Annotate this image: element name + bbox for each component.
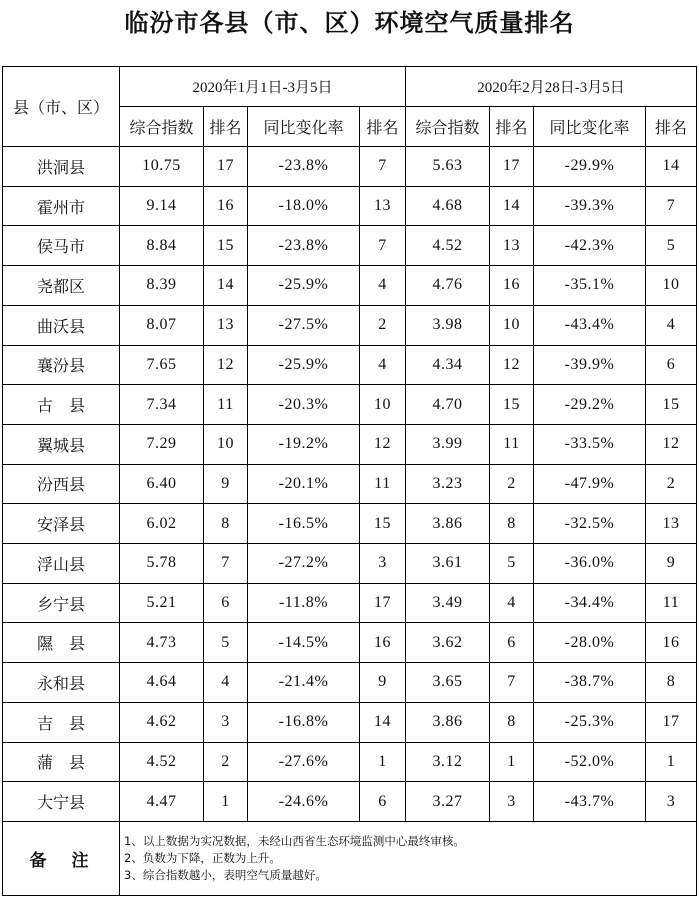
change-rank-cell-period1: 17 [360, 583, 406, 623]
rank-cell-period1: 4 [204, 663, 248, 703]
county-name-cell: 吉 县 [3, 702, 120, 742]
rank-cell-period1: 6 [204, 583, 248, 623]
county-name-cell: 浮山县 [3, 544, 120, 584]
change-rank-cell-period1: 2 [360, 305, 406, 345]
change-rank-cell-period2: 5 [646, 226, 697, 266]
index-cell-period2: 3.61 [406, 544, 490, 584]
rank-cell-period1: 3 [204, 702, 248, 742]
change-cell-period2: -52.0% [534, 742, 646, 782]
index-cell-period2: 4.52 [406, 226, 490, 266]
rank-cell-period2: 4 [490, 583, 534, 623]
county-name-cell: 襄汾县 [3, 345, 120, 385]
change-cell-period1: -21.4% [248, 663, 360, 703]
rank-cell-period2: 7 [490, 663, 534, 703]
table-row [3, 663, 697, 703]
change-cell-period2: -28.0% [534, 623, 646, 663]
rank-cell-period2: 2 [490, 464, 534, 504]
change-cell-period1: -11.8% [248, 583, 360, 623]
change-rank-cell-period2: 14 [646, 147, 697, 187]
index-cell-period2: 3.86 [406, 504, 490, 544]
change-cell-period2: -29.2% [534, 385, 646, 425]
rank-cell-period1: 10 [204, 424, 248, 464]
rank-cell-period2: 13 [490, 226, 534, 266]
index-cell-period2: 3.99 [406, 424, 490, 464]
change-rank-cell-period1: 12 [360, 424, 406, 464]
index-cell-period2: 5.63 [406, 147, 490, 187]
rank-cell-period2: 17 [490, 147, 534, 187]
change-rank-cell-period2: 9 [646, 544, 697, 584]
change-rank-cell-period2: 6 [646, 345, 697, 385]
index-cell-period2: 4.34 [406, 345, 490, 385]
change-cell-period2: -47.9% [534, 464, 646, 504]
index-cell-period1: 7.65 [120, 345, 204, 385]
index-cell-period2: 3.49 [406, 583, 490, 623]
county-name-cell: 尧都区 [3, 266, 120, 306]
rank-cell-period1: 1 [204, 782, 248, 822]
index-cell-period1: 4.52 [120, 742, 204, 782]
rank-cell-period2: 8 [490, 702, 534, 742]
table-row [3, 702, 697, 742]
period-header-2: 2020年2月28日-3月5日 [406, 67, 697, 107]
col-header-change-2: 同比变化率 [534, 107, 646, 147]
col-header-change-rank-2: 排名 [646, 107, 697, 147]
rank-cell-period1: 12 [204, 345, 248, 385]
change-cell-period2: -43.7% [534, 782, 646, 822]
county-name-cell: 安泽县 [3, 504, 120, 544]
change-rank-cell-period1: 1 [360, 742, 406, 782]
notes-label: 备 注 [3, 822, 120, 896]
index-cell-period2: 3.23 [406, 464, 490, 504]
index-cell-period2: 3.12 [406, 742, 490, 782]
note-line: 2、负数为下降，正数为上升。 [124, 851, 281, 865]
index-cell-period1: 5.78 [120, 544, 204, 584]
change-rank-cell-period2: 2 [646, 464, 697, 504]
table-row [3, 424, 697, 464]
page-title: 临汾市各县（市、区）环境空气质量排名 [124, 9, 575, 37]
table-row [3, 583, 697, 623]
change-rank-cell-period1: 7 [360, 147, 406, 187]
col-header-rank-1: 排名 [204, 107, 248, 147]
table-row [3, 345, 697, 385]
index-cell-period1: 8.07 [120, 305, 204, 345]
rank-cell-period2: 16 [490, 266, 534, 306]
change-rank-cell-period2: 17 [646, 702, 697, 742]
index-cell-period1: 6.02 [120, 504, 204, 544]
rank-cell-period1: 11 [204, 385, 248, 425]
index-cell-period1: 9.14 [120, 186, 204, 226]
change-rank-cell-period1: 4 [360, 345, 406, 385]
table-row [3, 464, 697, 504]
change-cell-period2: -42.3% [534, 226, 646, 266]
change-cell-period2: -25.3% [534, 702, 646, 742]
rank-cell-period2: 10 [490, 305, 534, 345]
index-cell-period1: 7.29 [120, 424, 204, 464]
table-row [3, 147, 697, 187]
change-cell-period2: -33.5% [534, 424, 646, 464]
index-cell-period1: 4.73 [120, 623, 204, 663]
change-cell-period2: -38.7% [534, 663, 646, 703]
rank-cell-period1: 16 [204, 186, 248, 226]
index-cell-period1: 4.64 [120, 663, 204, 703]
county-name-cell: 曲沃县 [3, 305, 120, 345]
change-rank-cell-period2: 15 [646, 385, 697, 425]
county-name-cell: 翼城县 [3, 424, 120, 464]
change-cell-period1: -24.6% [248, 782, 360, 822]
change-cell-period1: -19.2% [248, 424, 360, 464]
index-cell-period2: 3.98 [406, 305, 490, 345]
table-row [3, 504, 697, 544]
change-cell-period1: -18.0% [248, 186, 360, 226]
change-cell-period1: -25.9% [248, 266, 360, 306]
period-header-1: 2020年1月1日-3月5日 [120, 67, 406, 107]
change-cell-period2: -34.4% [534, 583, 646, 623]
change-cell-period1: -16.5% [248, 504, 360, 544]
index-cell-period1: 8.84 [120, 226, 204, 266]
notes-cell [120, 822, 697, 896]
index-cell-period1: 10.75 [120, 147, 204, 187]
change-cell-period1: -23.8% [248, 226, 360, 266]
col-header-index-2: 综合指数 [406, 107, 490, 147]
index-cell-period2: 3.62 [406, 623, 490, 663]
county-name-cell: 侯马市 [3, 226, 120, 266]
change-cell-period1: -16.8% [248, 702, 360, 742]
rank-cell-period2: 6 [490, 623, 534, 663]
county-name-cell: 古 县 [3, 385, 120, 425]
rank-cell-period1: 15 [204, 226, 248, 266]
county-name-cell: 霍州市 [3, 186, 120, 226]
table-row [3, 782, 697, 822]
county-name-cell: 永和县 [3, 663, 120, 703]
rank-cell-period2: 12 [490, 345, 534, 385]
table-row [3, 305, 697, 345]
rank-cell-period2: 1 [490, 742, 534, 782]
rank-cell-period1: 5 [204, 623, 248, 663]
index-cell-period1: 8.39 [120, 266, 204, 306]
change-rank-cell-period2: 8 [646, 663, 697, 703]
change-rank-cell-period2: 10 [646, 266, 697, 306]
table-row [3, 742, 697, 782]
change-rank-cell-period1: 4 [360, 266, 406, 306]
rank-cell-period1: 7 [204, 544, 248, 584]
table-row [3, 186, 697, 226]
change-cell-period2: -29.9% [534, 147, 646, 187]
index-cell-period2: 3.86 [406, 702, 490, 742]
rank-cell-period2: 5 [490, 544, 534, 584]
change-rank-cell-period1: 9 [360, 663, 406, 703]
change-cell-period1: -14.5% [248, 623, 360, 663]
change-cell-period2: -39.9% [534, 345, 646, 385]
change-cell-period2: -35.1% [534, 266, 646, 306]
change-rank-cell-period1: 10 [360, 385, 406, 425]
rank-cell-period2: 15 [490, 385, 534, 425]
index-cell-period2: 4.68 [406, 186, 490, 226]
rank-cell-period2: 11 [490, 424, 534, 464]
change-rank-cell-period2: 7 [646, 186, 697, 226]
change-rank-cell-period1: 7 [360, 226, 406, 266]
change-cell-period2: -43.4% [534, 305, 646, 345]
change-rank-cell-period2: 12 [646, 424, 697, 464]
col-header-rank-2: 排名 [490, 107, 534, 147]
index-cell-period2: 3.27 [406, 782, 490, 822]
change-cell-period1: -27.6% [248, 742, 360, 782]
change-rank-cell-period1: 13 [360, 186, 406, 226]
index-cell-period1: 4.47 [120, 782, 204, 822]
rank-cell-period1: 2 [204, 742, 248, 782]
rank-cell-period1: 13 [204, 305, 248, 345]
rank-cell-period1: 14 [204, 266, 248, 306]
county-name-cell: 蒲 县 [3, 742, 120, 782]
change-rank-cell-period1: 6 [360, 782, 406, 822]
index-cell-period1: 4.62 [120, 702, 204, 742]
col-header-change-1: 同比变化率 [248, 107, 360, 147]
county-name-cell: 大宁县 [3, 782, 120, 822]
county-name-cell: 乡宁县 [3, 583, 120, 623]
change-rank-cell-period1: 16 [360, 623, 406, 663]
index-cell-period2: 4.70 [406, 385, 490, 425]
index-cell-period1: 6.40 [120, 464, 204, 504]
rank-cell-period1: 8 [204, 504, 248, 544]
table-row [3, 544, 697, 584]
change-rank-cell-period1: 3 [360, 544, 406, 584]
change-cell-period1: -20.1% [248, 464, 360, 504]
change-cell-period1: -27.5% [248, 305, 360, 345]
table-row [3, 266, 697, 306]
rank-cell-period1: 9 [204, 464, 248, 504]
note-line: 3、综合指数越小，表明空气质量越好。 [124, 868, 327, 882]
county-name-cell: 汾西县 [3, 464, 120, 504]
change-rank-cell-period2: 16 [646, 623, 697, 663]
change-rank-cell-period1: 14 [360, 702, 406, 742]
change-rank-cell-period2: 13 [646, 504, 697, 544]
table-row [3, 226, 697, 266]
change-cell-period1: -23.8% [248, 147, 360, 187]
change-rank-cell-period1: 15 [360, 504, 406, 544]
col-header-change-rank-1: 排名 [360, 107, 406, 147]
row-header-county: 县（市、区） [3, 67, 120, 147]
rank-cell-period2: 3 [490, 782, 534, 822]
rank-cell-period2: 14 [490, 186, 534, 226]
change-cell-period1: -25.9% [248, 345, 360, 385]
county-name-cell: 隰 县 [3, 623, 120, 663]
index-cell-period2: 3.65 [406, 663, 490, 703]
table-row [3, 623, 697, 663]
table-row [3, 385, 697, 425]
change-cell-period1: -27.2% [248, 544, 360, 584]
change-cell-period2: -32.5% [534, 504, 646, 544]
change-rank-cell-period1: 11 [360, 464, 406, 504]
change-rank-cell-period2: 1 [646, 742, 697, 782]
index-cell-period1: 7.34 [120, 385, 204, 425]
ranking-table [2, 66, 697, 896]
index-cell-period1: 5.21 [120, 583, 204, 623]
change-rank-cell-period2: 4 [646, 305, 697, 345]
change-rank-cell-period2: 3 [646, 782, 697, 822]
change-cell-period2: -39.3% [534, 186, 646, 226]
index-cell-period2: 4.76 [406, 266, 490, 306]
county-name-cell: 洪洞县 [3, 147, 120, 187]
change-cell-period2: -36.0% [534, 544, 646, 584]
col-header-index-1: 综合指数 [120, 107, 204, 147]
change-rank-cell-period2: 11 [646, 583, 697, 623]
change-cell-period1: -20.3% [248, 385, 360, 425]
rank-cell-period2: 8 [490, 504, 534, 544]
rank-cell-period1: 17 [204, 147, 248, 187]
note-line: 1、以上数据为实况数据，未经山西省生态环境监测中心最终审核。 [124, 834, 465, 848]
